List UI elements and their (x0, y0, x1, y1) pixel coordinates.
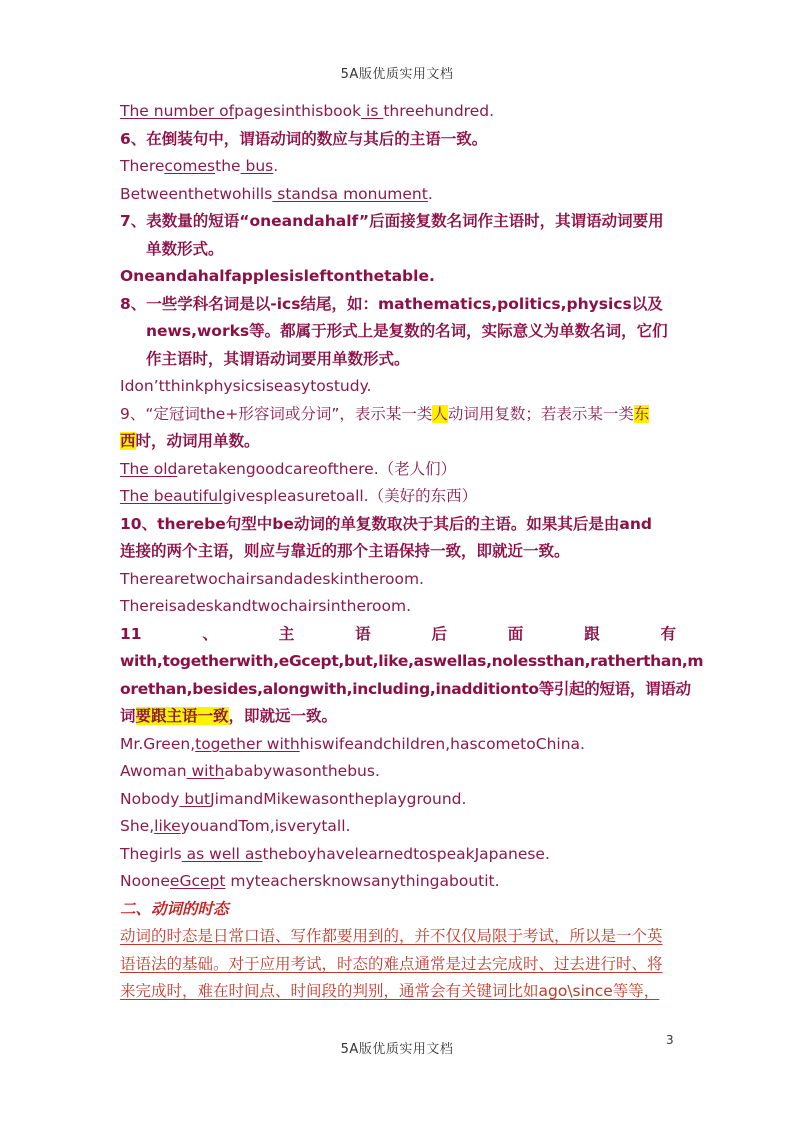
text-span: 后 (431, 624, 447, 643)
verb-underlined: comes (164, 157, 216, 175)
text-span: Nobody (120, 789, 180, 808)
document-body (120, 98, 704, 1006)
highlight: 东 (633, 404, 650, 423)
text-span: 11 (120, 624, 142, 643)
paragraph-line: 来完成时，难在时间点、时间段的判别，通常会有关键词比如ago\since等等， (120, 982, 660, 1000)
text-span: Betweenthetwohills (120, 184, 273, 203)
page-header: 5A版优质实用文档 (340, 67, 454, 82)
example-line (120, 483, 676, 511)
text-span: the (215, 157, 241, 175)
phrase-underlined: but (179, 789, 211, 808)
subject-underlined: The beautiful (120, 487, 223, 505)
rule-11-cont (120, 703, 676, 731)
rule-8-cont: news,works等。都属于形式上是复数的名词，实际意义为单数名词，它们 (146, 322, 668, 340)
subject-underlined: The old (120, 459, 178, 478)
highlight: 人 (432, 404, 448, 423)
phrase-underlined: as well as (181, 844, 263, 863)
rule-10-cont: 连接的两个主语，则应与靠近的那个主语保持一致，即就近一致。 (120, 542, 570, 560)
rule-6: 6、在倒装句中，谓语动词的数应与其后的主语一致。 (120, 129, 488, 148)
text-span: 主 (278, 624, 295, 643)
verb-underlined: is (361, 102, 384, 120)
example-line (120, 868, 676, 896)
subject-phrase: The number of (120, 102, 235, 120)
text-span: Mr.Green, (120, 734, 196, 753)
paragraph-line: 语语法的基础。对于应用考试，时态的难点通常是过去完成时、过去进行时、将 (120, 954, 663, 973)
text-span: threehundred. (383, 102, 495, 120)
text-span: hiswifeandchildren,hascometoChina. (299, 734, 585, 753)
text-span: 语 (355, 624, 371, 643)
example-line (120, 98, 676, 126)
text-span: 、 (202, 624, 218, 643)
example-line (120, 786, 676, 814)
subject-underlined: bus (240, 157, 274, 175)
text-span: Awoman (120, 762, 187, 780)
phrase-underlined: together with (195, 734, 300, 753)
example-line (120, 758, 676, 786)
text-span: JimandMikewasontheplayground. (210, 789, 467, 808)
example-line (120, 181, 676, 209)
example-line (120, 153, 676, 181)
rule-8-cont: 作主语时，其谓语动词要用单数形式。 (146, 349, 410, 368)
example-line: Therearetwochairsandadeskintheroom. (120, 569, 424, 588)
page-number: 3 (666, 1033, 674, 1047)
rule-10: 10、therebe句型中be动词的单复数取决于其后的主语。如果其后是由and (120, 514, 652, 533)
text-span: 动词用复数；若表示某一类 (447, 404, 634, 423)
text-span: She, (120, 817, 155, 835)
example-line (120, 731, 676, 759)
rule-7-cont: 单数形式。 (146, 239, 224, 258)
example-line: Oneandahalfapplesisleftonthetable. (120, 267, 435, 285)
text-span: 面 (507, 624, 524, 643)
phrase-underlined: with (186, 762, 225, 780)
example-line (120, 813, 676, 841)
rule-11-cont: with,togetherwith,eGcept,but,like,aswellas,nolessthan,ratherthan,m (120, 652, 704, 670)
text-span: 9、“定冠词the+形容词或分词”，表示某一类 (120, 404, 433, 423)
text-span: givespleasuretoall.（美好的东西） (222, 487, 478, 505)
rule-8: 8、一些学科名词是以-ics结尾，如：mathematics,politics,physics以及 (120, 294, 663, 313)
highlight: 要跟主语一致 (135, 707, 229, 725)
rule-11 (120, 621, 676, 649)
rule-11-cont: orethan,besides,alongwith,including,inadditionto等引起的短语，谓语动 (120, 679, 691, 698)
text-span: pagesinthisbook (234, 102, 362, 120)
rule-9 (120, 401, 676, 429)
text-span: 跟 (584, 624, 600, 643)
verb-underlined: standsa monument (272, 184, 428, 203)
section-heading: 二、动词的时态 (120, 899, 229, 918)
text-span: aretakengoodcareofthere.（老人们） (177, 459, 457, 478)
rule-9-cont (120, 428, 676, 456)
highlight: 西 (120, 432, 136, 450)
text-span: theboyhavelearnedtospeakJapanese. (262, 844, 550, 863)
text-span: Thegirls (120, 844, 182, 863)
text-span: ababywasonthebus. (224, 762, 380, 780)
example-line: Idon’tthinkphysicsiseasytostudy. (120, 377, 372, 395)
text-span: myteachersknowsanythingaboutit. (225, 872, 500, 890)
example-line: Thereisadeskandtwochairsintheroom. (120, 597, 412, 615)
rule-7: 7、表数量的短语“oneandahalf”后面接复数名词作主语时，其谓语动词要用 (120, 212, 664, 230)
phrase-underlined: like (154, 817, 181, 835)
phrase-underlined: eGcept (169, 872, 226, 890)
text-span: There (120, 157, 165, 175)
text-span: 词 (120, 707, 136, 725)
text-span: Noone (120, 872, 170, 890)
text-span: . (273, 157, 279, 175)
text-span: ，即就远一致。 (228, 707, 338, 725)
example-line (120, 456, 676, 484)
text-span: 有 (660, 624, 676, 643)
example-line (120, 841, 676, 869)
paragraph-line: 动词的时态是日常口语、写作都要用到的，并不仅仅局限于考试，所以是一个英 (120, 927, 663, 945)
page-footer: 5A版优质实用文档 (340, 1042, 454, 1057)
text-span: . (427, 184, 433, 203)
text-span: youandTom,isverytall. (180, 817, 351, 835)
text-span: 时，动词用单数。 (135, 432, 260, 450)
